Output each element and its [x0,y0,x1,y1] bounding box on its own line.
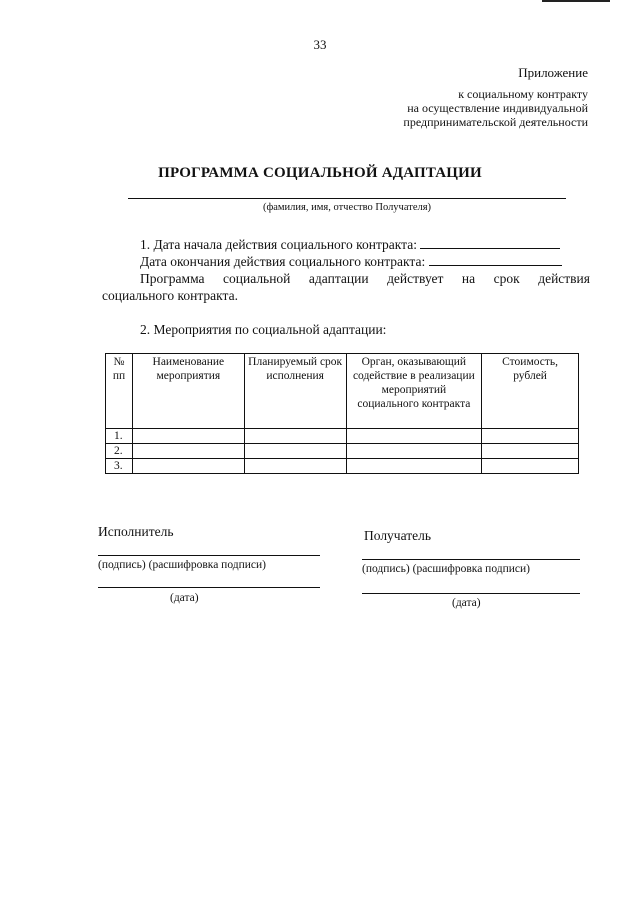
cell-term[interactable] [244,444,346,459]
end-date-label: Дата окончания действия социального контракта: [140,254,426,269]
cell-cost[interactable] [482,444,579,459]
appendix-heading: Приложение [518,65,588,80]
program-duration-text [140,270,590,287]
row-number: 3. [106,459,133,474]
cell-organization[interactable] [346,444,482,459]
row-number: 1. [106,429,133,444]
executor-label: Исполнитель [98,524,174,539]
document-title: ПРОГРАММА СОЦИАЛЬНОЙ АДАПТАЦИИ [158,165,482,181]
start-date-field[interactable] [420,236,560,249]
cell-term[interactable] [244,459,346,474]
recipient-signature-caption: (подпись) (расшифровка подписи) [362,563,531,575]
column-header-name: Наименование мероприятия [132,354,244,429]
scan-corner-mark [542,0,610,2]
appendix-line: на осуществление индивидуальной [407,101,588,115]
recipient-label: Получатель [364,528,432,543]
recipient-date-field[interactable] [362,593,580,594]
column-header-number: № пп [106,354,133,429]
cell-name[interactable] [132,459,244,474]
row-number: 2. [106,444,133,459]
program-word: Программа [140,271,205,286]
end-date-row [140,253,562,270]
section2-heading: 2. Мероприятия по социальной адаптации: [140,322,387,337]
page-number: 33 [313,37,327,52]
program-word: адаптации [308,271,369,286]
table-row [106,429,579,444]
column-header-cost: Стоимость, рублей [482,354,579,429]
appendix-line: предпринимательской деятельности [403,115,588,129]
recipient-name-caption: (фамилия, имя, отчество Получателя) [262,202,432,213]
table-row [106,459,579,474]
table-row [106,444,579,459]
column-header-term: Планируемый срок исполнения [244,354,346,429]
cell-organization[interactable] [346,429,482,444]
end-date-field[interactable] [429,253,562,266]
program-word: социальной [223,271,291,286]
cell-name[interactable] [132,429,244,444]
executor-signature-caption: (подпись) (расшифровка подписи) [98,559,267,571]
cell-term[interactable] [244,429,346,444]
cell-cost[interactable] [482,459,579,474]
appendix-block [328,66,588,129]
start-date-row [140,236,560,253]
column-header-organization: Орган, оказывающий содействие в реализации мероприятий социального контракта [346,354,482,429]
recipient-date-caption: (дата) [452,597,481,609]
cell-name[interactable] [132,444,244,459]
cell-organization[interactable] [346,459,482,474]
executor-date-field[interactable] [98,587,320,588]
program-word: на [461,271,476,286]
executor-date-caption: (дата) [170,592,199,604]
recipient-name-field[interactable] [128,198,566,199]
program-duration-tail: социального контракта. [102,288,238,303]
program-word: действует [387,271,444,286]
program-word: срок [493,271,520,286]
measures-table [105,353,579,474]
cell-cost[interactable] [482,429,579,444]
recipient-signature-field[interactable] [362,559,580,560]
start-date-label: 1. Дата начала действия социального контракта: [140,237,417,252]
appendix-line: к социальному контракту [458,87,588,101]
program-word: действия [538,271,590,286]
executor-signature-field[interactable] [98,555,320,556]
